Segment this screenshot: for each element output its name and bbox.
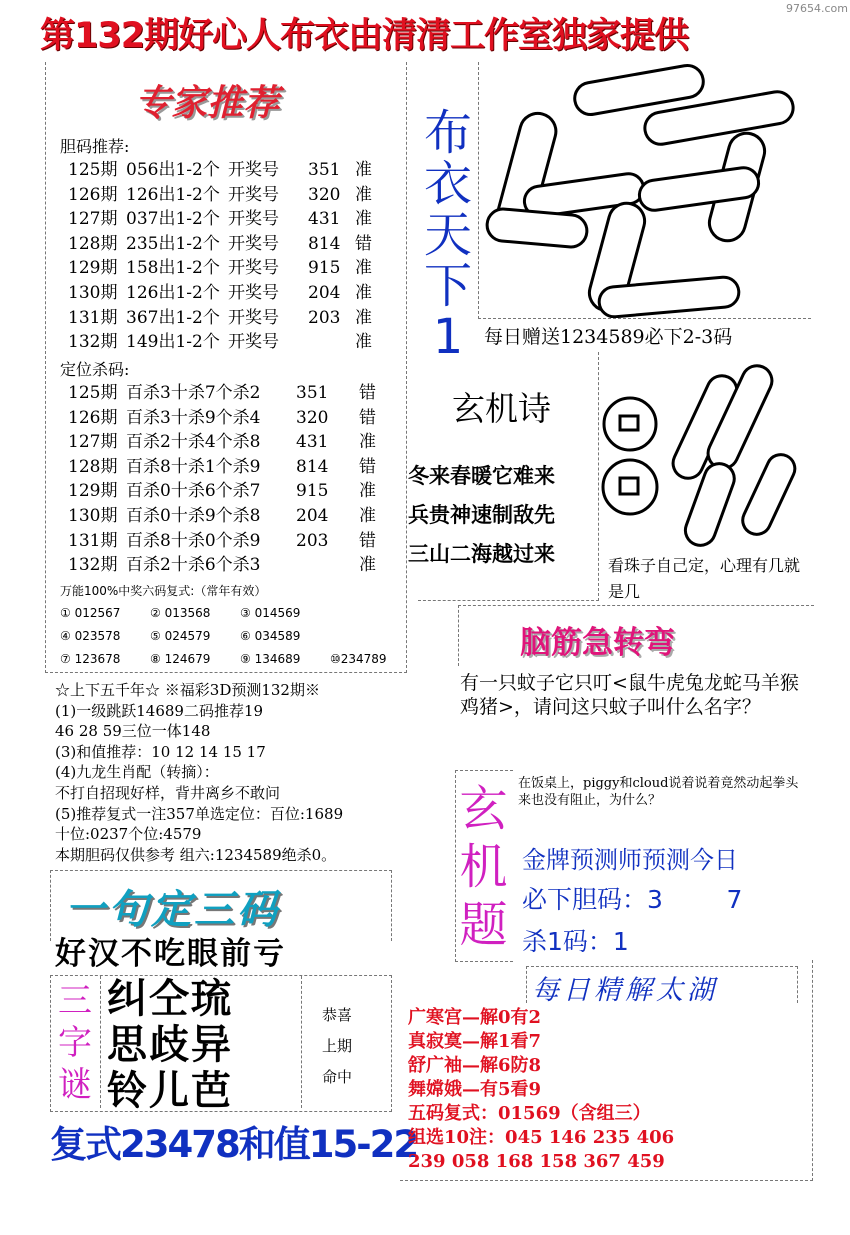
watermark: 97654.com <box>786 2 848 15</box>
expert-title: 专家推荐 <box>135 83 280 124</box>
dan-cell: 235出1-2个 <box>126 233 220 254</box>
dan-cell: 准 <box>355 282 372 303</box>
dan-cell: 204 <box>308 282 341 303</box>
gold-title: 金牌预测师预测今日 <box>522 846 738 874</box>
brain-title: 脑筋急转弯 <box>520 625 675 661</box>
dan-cell: 129期 <box>68 258 118 279</box>
poem-lines <box>408 457 555 574</box>
zimi-line: 铃儿芭 <box>107 1068 233 1114</box>
zimi-label <box>55 980 95 1106</box>
xuanjiti-char: 题 <box>459 897 508 953</box>
taihu-list <box>408 1006 674 1174</box>
info-block <box>55 680 343 865</box>
chopsticks-image <box>479 62 811 318</box>
dan-cell: 准 <box>355 307 372 328</box>
kill-cell: 百杀2十杀6个杀3 <box>126 555 261 576</box>
info-line: 十位:0237个位:4579 <box>55 825 202 844</box>
xuanjiti-char: 玄 <box>459 781 508 837</box>
info-line: (5)推荐复式一注357单选定位：百位:1689 <box>55 804 344 823</box>
info-line: 本期胆码仅供参考 组六:1234589绝杀0。 <box>55 845 337 864</box>
kill-table <box>68 381 376 578</box>
buyi-vertical <box>420 105 476 365</box>
dan-row <box>68 207 372 232</box>
wanneng-table <box>60 602 402 671</box>
wanneng-label: 万能100%中奖六码复式:（常年有效） <box>60 584 267 598</box>
wanneng-cell: ① 012567 <box>60 606 121 620</box>
kill-cell: 百杀2十杀4个杀8 <box>126 432 261 453</box>
info-line: (3)和值推荐：10 12 14 15 17 <box>55 742 266 761</box>
kill-cell: 错 <box>359 530 376 551</box>
kill-cell: 百杀8十杀1个杀9 <box>126 456 261 477</box>
kill-row <box>68 529 376 554</box>
kill-row <box>68 430 376 455</box>
kill-cell: 百杀3十杀7个杀2 <box>126 383 261 403</box>
dan-cell: 367出1-2个 <box>126 307 220 328</box>
kill-row <box>68 479 376 504</box>
poem-line: 兵贵神速制敌先 <box>408 503 555 527</box>
dan-cell: 037出1-2个 <box>126 209 220 230</box>
zimi-label-char: 谜 <box>58 1065 92 1105</box>
info-line: ☆上下五千年☆ ※福彩3D预测132期※ <box>55 681 320 699</box>
kill-cell: 351 <box>296 383 329 403</box>
kill-cell: 127期 <box>68 432 118 453</box>
kill-cell: 准 <box>359 505 376 526</box>
kill-cell: 准 <box>359 481 376 502</box>
congrats-line: 命中 <box>322 1068 353 1086</box>
kill-cell: 204 <box>296 505 329 526</box>
dan-row <box>68 281 372 306</box>
kill-cell: 错 <box>359 407 376 428</box>
dan-cell: 开奖号 <box>228 184 279 205</box>
info-line: (1)一级跳跃14689二码推荐19 <box>55 701 264 720</box>
coins-image <box>600 352 810 548</box>
dan-cell: 131期 <box>68 307 118 328</box>
buyi-char: 天 <box>423 207 472 263</box>
kill-row <box>68 455 376 480</box>
wanneng-row <box>60 625 402 648</box>
dan-row <box>68 256 372 281</box>
kill-cell: 129期 <box>68 481 118 502</box>
dan-cell: 开奖号 <box>228 233 279 254</box>
congrats <box>322 1000 352 1093</box>
dan-cell: 开奖号 <box>228 258 279 279</box>
fushi-text: 复式23478和值15-22 <box>50 1123 418 1166</box>
dan-row <box>68 232 372 257</box>
dan-cell: 149出1-2个 <box>126 332 220 353</box>
zimi-line: 纠仝琉 <box>107 976 233 1022</box>
dan-cell: 开奖号 <box>228 282 279 303</box>
dan-cell: 125期 <box>68 160 118 180</box>
taihu-line: 真寂寞—解1看7 <box>408 1031 542 1052</box>
kill-cell: 百杀0十杀9个杀8 <box>126 505 261 526</box>
wanneng-cell: ⑧ 124679 <box>150 652 211 666</box>
dan-cell: 开奖号 <box>228 332 279 353</box>
dan-cell: 127期 <box>68 209 118 230</box>
poem-line: 三山二海越过来 <box>408 542 555 566</box>
zimi-line: 思歧异 <box>107 1022 233 1068</box>
poem-line: 冬来春暖它难来 <box>408 464 555 488</box>
zimi-label-char: 字 <box>58 1023 92 1063</box>
dan-label: 胆码推荐: <box>60 137 130 156</box>
dan-cell: 915 <box>308 258 341 279</box>
brain-question: 有一只蚊子它只叮<鼠牛虎兔龙蛇马羊猴鸡猪>，请问这只蚊子叫什么名字？ <box>460 672 799 718</box>
dan-cell: 056出1-2个 <box>126 160 220 180</box>
kill-cell: 百杀3十杀9个杀4 <box>126 407 261 428</box>
kill-cell: 320 <box>296 407 329 428</box>
xuanjiti-question: 在饭桌上，piggy和cloud说着说着竟然动起拳头来也没有阻止，为什么？ <box>518 776 799 808</box>
kill-cell: 百杀0十杀6个杀7 <box>126 481 261 502</box>
dan-row <box>68 183 372 208</box>
wanneng-cell: ⑩234789 <box>330 652 387 666</box>
kill-cell: 错 <box>359 456 376 477</box>
daily-gift: 每日赠送1234589必下2-3码 <box>484 326 733 348</box>
info-line: 46 28 59三位一体148 <box>55 722 211 741</box>
zimi-lines <box>100 976 302 1114</box>
dan-cell: 431 <box>308 209 341 230</box>
dan-cell: 320 <box>308 184 341 205</box>
congrats-line: 恭喜 <box>322 1006 353 1024</box>
dan-cell: 158出1-2个 <box>126 258 220 279</box>
wanneng-row <box>60 602 402 625</box>
dan-cell: 126期 <box>68 184 118 205</box>
dan-table <box>68 158 372 355</box>
xuanjiti-char: 机 <box>459 839 508 895</box>
xuanjiti-title <box>455 780 512 954</box>
taihu-line: 组选10注：045 146 235 406 <box>408 1127 675 1148</box>
wanneng-cell: ② 013568 <box>150 606 211 620</box>
dan-cell: 开奖号 <box>228 307 279 328</box>
poem-title: 玄机诗 <box>452 389 551 428</box>
dan-cell: 开奖号 <box>228 209 279 230</box>
kill-row <box>68 553 376 578</box>
zimi-label-char: 三 <box>58 981 92 1021</box>
taihu-line: 广寒宫—解0有2 <box>408 1007 542 1028</box>
kill-cell: 132期 <box>68 555 118 576</box>
dan-cell: 132期 <box>68 332 118 353</box>
kill-cell: 431 <box>296 432 329 453</box>
dan-cell: 126出1-2个 <box>126 184 220 205</box>
dan-cell: 130期 <box>68 282 118 303</box>
dan-row <box>68 306 372 331</box>
dan-cell: 814 <box>308 233 341 254</box>
wanneng-cell: ③ 014569 <box>240 606 301 620</box>
chopsticks-frame <box>478 62 811 319</box>
dan-cell: 126出1-2个 <box>126 282 220 303</box>
dan-cell: 准 <box>355 332 372 353</box>
kill-cell: 准 <box>359 432 376 453</box>
kill-cell: 130期 <box>68 505 118 526</box>
buyi-char: 布 <box>423 105 472 161</box>
kill-cell: 错 <box>359 383 376 403</box>
taihu-line: 五码复式：01569（含组三） <box>408 1103 651 1124</box>
wanneng-cell: ④ 023578 <box>60 629 121 643</box>
dan-cell: 错 <box>355 233 372 254</box>
dan-cell: 准 <box>355 160 372 180</box>
kill-row <box>68 406 376 431</box>
dan-cell: 准 <box>355 209 372 230</box>
kill-cell: 125期 <box>68 383 118 403</box>
yiju-phrase: 好汉不吃眼前亏 <box>55 936 286 972</box>
buyi-char: 衣 <box>423 156 472 212</box>
kill-cell: 百杀8十杀0个杀9 <box>126 530 261 551</box>
dan-cell: 128期 <box>68 233 118 254</box>
congrats-line: 上期 <box>322 1037 353 1055</box>
dan-cell: 351 <box>308 160 341 180</box>
kill-row <box>68 381 376 406</box>
dan-row <box>68 158 372 183</box>
info-line: 不打自招现好样，背井离乡不敢问 <box>55 783 281 802</box>
kill-cell: 814 <box>296 456 329 477</box>
wanneng-cell: ⑥ 034589 <box>240 629 301 643</box>
page-title: 第132期好心人布衣由清清工作室独家提供 <box>40 16 689 56</box>
dan-cell: 准 <box>355 258 372 279</box>
taihu-line: 舒广袖—解6防8 <box>408 1055 542 1076</box>
dan-cell: 开奖号 <box>228 160 279 180</box>
yiju-title: 一句定三码 <box>65 887 280 933</box>
kill-row <box>68 504 376 529</box>
kill-cell: 131期 <box>68 530 118 551</box>
kill-cell: 126期 <box>68 407 118 428</box>
dan-cell <box>308 330 355 355</box>
gold-dan: 必下胆码：3 7 <box>522 885 743 914</box>
gold-sha: 杀1码：1 <box>522 927 629 956</box>
wanneng-cell: ⑦ 123678 <box>60 652 121 666</box>
wanneng-cell: ⑤ 024579 <box>150 629 211 643</box>
kill-cell: 准 <box>359 555 376 576</box>
dan-row <box>68 330 372 355</box>
dan-cell: 准 <box>355 184 372 205</box>
poem-note: 看珠子自己定，心理有几就是几 <box>608 556 801 601</box>
info-line: (4)九龙生肖配（转摘）： <box>55 763 219 782</box>
wanneng-row <box>60 648 402 671</box>
kill-cell: 915 <box>296 481 329 502</box>
kill-cell: 203 <box>296 530 329 551</box>
taihu-title: 每日精解太湖 <box>532 975 718 1006</box>
kill-label: 定位杀码: <box>60 360 130 379</box>
kill-cell <box>296 553 359 578</box>
dan-cell: 203 <box>308 307 341 328</box>
taihu-line: 239 058 168 158 367 459 <box>408 1151 665 1172</box>
buyi-char: 1 <box>432 309 464 365</box>
buyi-char: 下 <box>423 258 472 314</box>
wanneng-cell: ⑨ 134689 <box>240 652 301 666</box>
kill-cell: 128期 <box>68 456 118 477</box>
taihu-line: 舞嫦娥—有5看9 <box>408 1079 542 1100</box>
